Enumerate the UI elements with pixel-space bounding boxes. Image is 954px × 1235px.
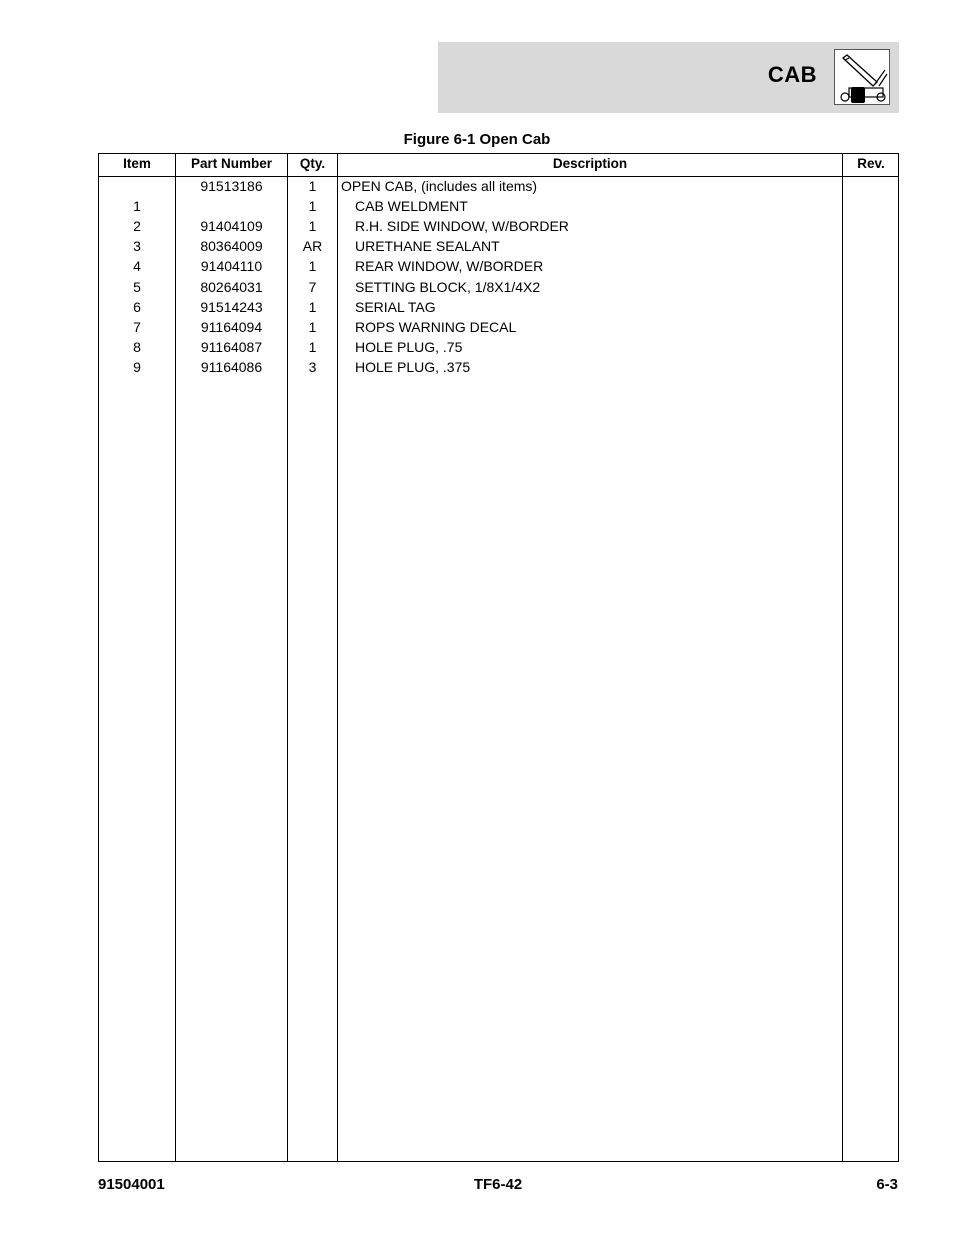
cell-part-number: 91164086 <box>200 358 263 375</box>
table-row <box>99 277 898 297</box>
column-header-rev: Rev. <box>857 156 885 171</box>
cell-qty: 7 <box>308 278 317 295</box>
table-row <box>99 176 898 196</box>
table-row <box>99 297 898 317</box>
table-row <box>99 337 898 357</box>
cell-description: CAB WELDMENT <box>355 198 468 215</box>
cell-part-number: 80364009 <box>200 238 263 255</box>
cell-part-number: 91404109 <box>200 218 263 235</box>
cell-part-number: 91164094 <box>200 318 263 335</box>
column-header-qty: Qty. <box>299 156 326 171</box>
cell-part-number: 80264031 <box>200 278 263 295</box>
cell-qty: 1 <box>308 198 317 215</box>
cell-item: 4 <box>133 258 141 275</box>
section-header <box>438 42 899 113</box>
cell-item: 1 <box>133 198 141 215</box>
table-row <box>99 216 898 236</box>
cell-part-number: 91404110 <box>200 258 263 275</box>
cell-item: 2 <box>133 218 141 235</box>
cell-description: SERIAL TAG <box>355 298 436 315</box>
cell-description: ROPS WARNING DECAL <box>355 318 517 335</box>
parts-table <box>98 153 899 1162</box>
cell-description: OPEN CAB, (includes all items) <box>341 178 538 194</box>
cell-item: 3 <box>133 238 141 255</box>
table-row <box>99 317 898 337</box>
cell-rev <box>844 297 899 317</box>
footer-model: TF6-42 <box>473 1176 523 1193</box>
cell-rev <box>844 317 899 337</box>
footer-page-number: 6-3 <box>876 1176 898 1193</box>
table-row <box>99 357 898 377</box>
cell-description: URETHANE SEALANT <box>355 238 500 255</box>
cell-description: HOLE PLUG, .375 <box>355 358 471 375</box>
cell-rev <box>844 256 899 276</box>
cell-item: 5 <box>133 278 141 295</box>
cell-description: R.H. SIDE WINDOW, W/BORDER <box>355 218 569 235</box>
cell-rev <box>844 337 899 357</box>
cell-item: 9 <box>133 358 141 375</box>
column-header-description: Description <box>552 156 628 171</box>
cell-description: SETTING BLOCK, 1/8X1/4X2 <box>355 278 541 295</box>
cell-part-number: 91514243 <box>200 298 263 315</box>
cell-description: REAR WINDOW, W/BORDER <box>355 258 544 275</box>
cell-qty: 1 <box>308 298 317 315</box>
cell-qty: 3 <box>308 358 317 375</box>
cell-qty: 1 <box>308 338 317 355</box>
cell-rev <box>844 277 899 297</box>
cell-part-number: 91513186 <box>200 178 263 194</box>
cell-qty: AR <box>302 238 323 255</box>
cell-item: 6 <box>133 298 141 315</box>
table-row <box>99 256 898 276</box>
footer-document-number: 91504001 <box>98 1176 165 1193</box>
column-header-item: Item <box>123 156 151 171</box>
column-header-part-number: Part Number <box>190 156 273 171</box>
cell-rev <box>844 216 899 236</box>
cell-qty: 1 <box>308 218 317 235</box>
cell-rev <box>844 196 899 216</box>
cell-item <box>99 176 175 196</box>
cell-qty: 1 <box>308 258 317 275</box>
cab-machine-icon <box>834 49 890 105</box>
cell-part-number: 91164087 <box>200 338 263 355</box>
cell-rev <box>844 357 899 377</box>
table-row <box>99 236 898 256</box>
cell-part-number <box>176 196 287 216</box>
cell-qty: 1 <box>308 318 317 335</box>
table-row <box>99 196 898 216</box>
figure-title: Figure 6-1 Open Cab <box>403 131 551 148</box>
cell-rev <box>844 236 899 256</box>
cell-rev <box>844 176 899 196</box>
section-title: CAB <box>767 62 817 87</box>
cell-item: 7 <box>133 318 141 335</box>
table-header <box>99 154 898 177</box>
cell-item: 8 <box>133 338 141 355</box>
cell-description: HOLE PLUG, .75 <box>355 338 463 355</box>
cell-qty: 1 <box>308 178 317 194</box>
